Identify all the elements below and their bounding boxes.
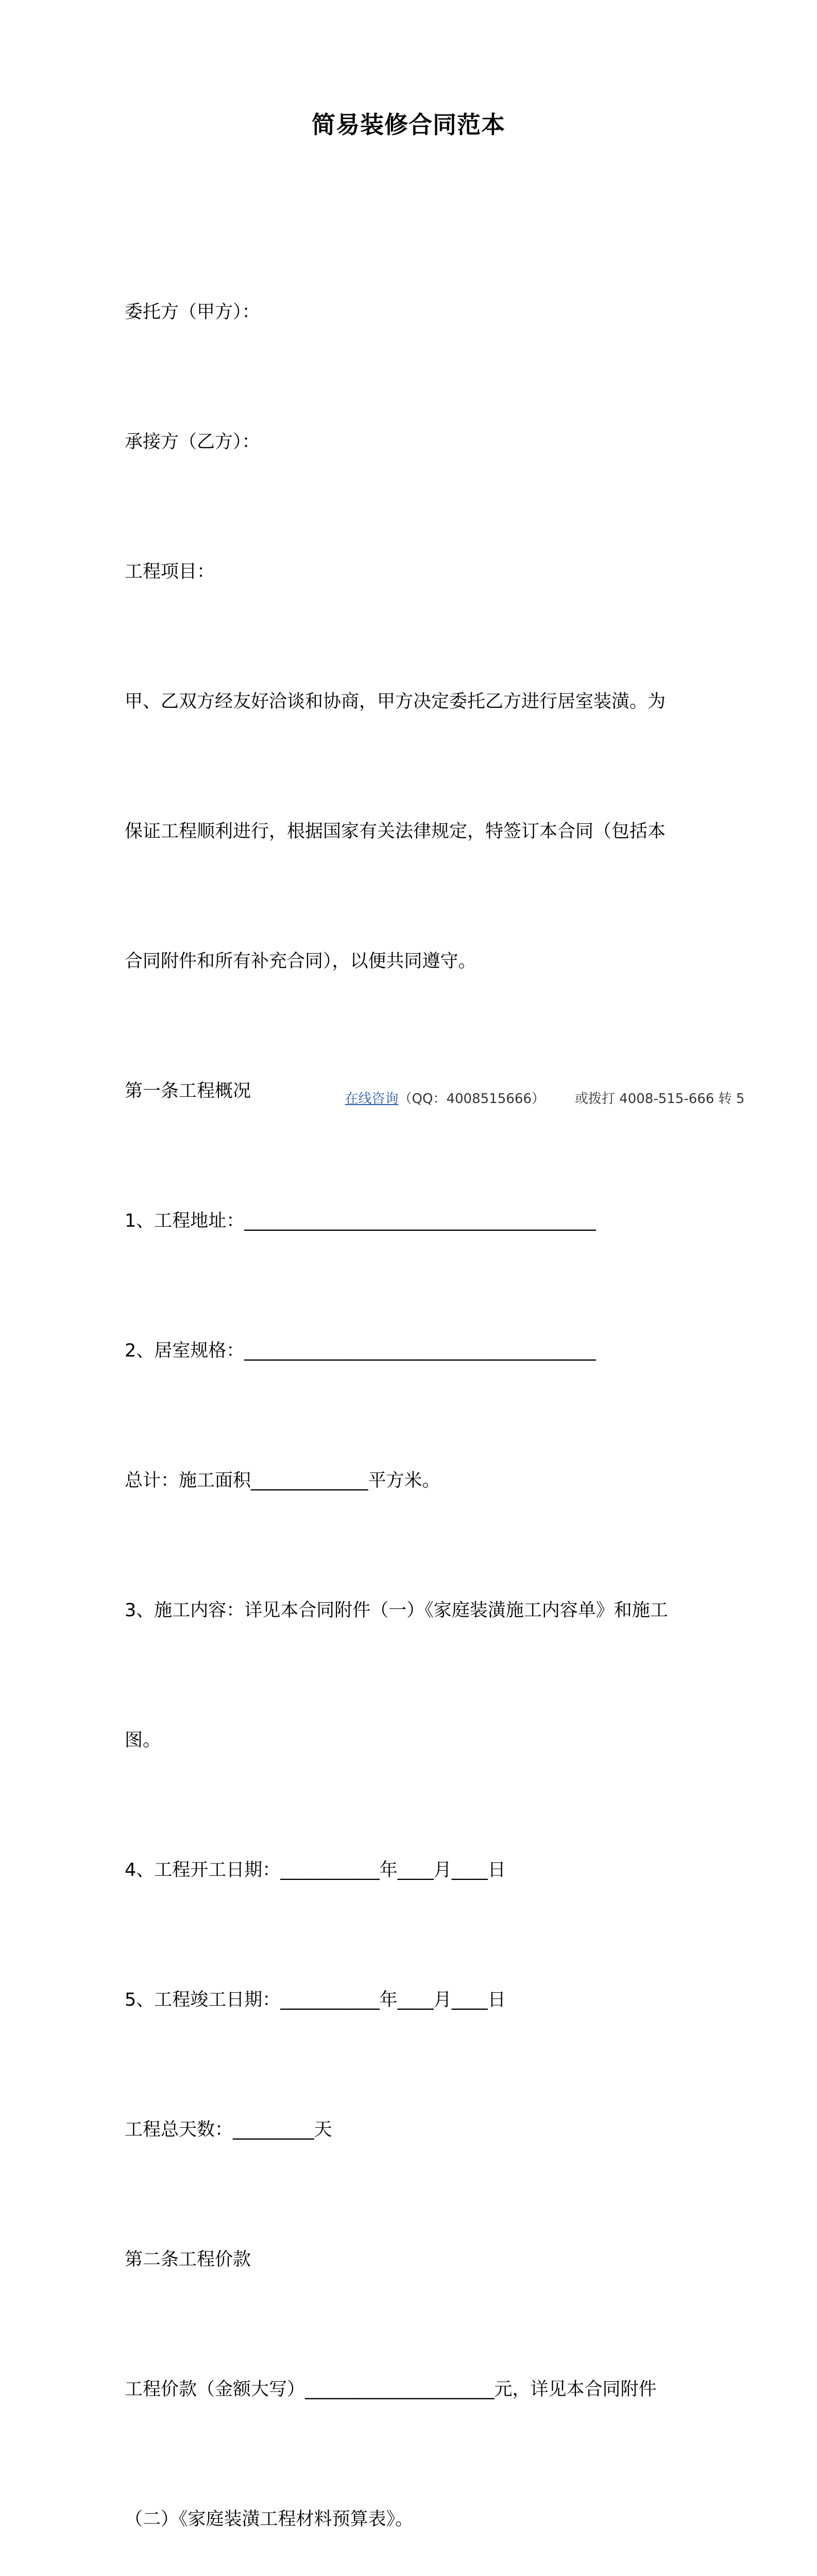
work-content-line-2: 图。 bbox=[125, 1730, 161, 1751]
party-b-line: 承接方（乙方）： bbox=[125, 432, 260, 452]
article-1-heading: 第一条工程概况 bbox=[125, 1081, 251, 1101]
qq-text: （QQ：4008515666） bbox=[398, 1091, 545, 1107]
project-line: 工程项目： bbox=[125, 562, 215, 582]
document-title: 简易装修合同范本 bbox=[312, 111, 505, 139]
party-a-line: 委托方（甲方）： bbox=[125, 302, 260, 323]
work-content-line-1: 3、施工内容：详见本合同附件（一）《家庭装潢施工内容单》和施工 bbox=[125, 1600, 668, 1621]
total-area-line: 总计：施工面积_____________平方米。 bbox=[125, 1470, 440, 1491]
online-consult-link[interactable]: 在线咨询 bbox=[345, 1091, 399, 1107]
contract-body bbox=[125, 204, 702, 2576]
price-line-2: （二）《家庭装潢工程材料预算表》。 bbox=[125, 2509, 414, 2530]
phone-text: 或拨打 4008-515-666 转 5 bbox=[574, 1091, 745, 1107]
room-spec-line: 2、居室规格：_______________________________________ bbox=[125, 1341, 596, 1361]
preamble-line-1: 甲、乙双方经友好洽谈和协商，甲方决定委托乙方进行居室装潢。为 bbox=[125, 691, 666, 712]
preamble-line-3: 合同附件和所有补充合同），以便共同遵守。 bbox=[125, 951, 476, 972]
footer bbox=[336, 1073, 744, 1108]
project-address-line: 1、工程地址：_______________________________________ bbox=[125, 1211, 596, 1231]
preamble-line-2: 保证工程顺利进行，根据国家有关法律规定，特签订本合同（包括本 bbox=[125, 821, 666, 842]
article-2-heading: 第二条工程价款 bbox=[125, 2249, 251, 2270]
start-date-line: 4、工程开工日期：___________年____月____日 bbox=[125, 1860, 506, 1880]
price-line-1: 工程价款（金额大写）_____________________元，详见本合同附件 bbox=[125, 2379, 657, 2400]
end-date-line: 5、工程竣工日期：___________年____月____日 bbox=[125, 1990, 506, 2010]
total-days-line: 工程总天数：_________天 bbox=[125, 2120, 332, 2140]
